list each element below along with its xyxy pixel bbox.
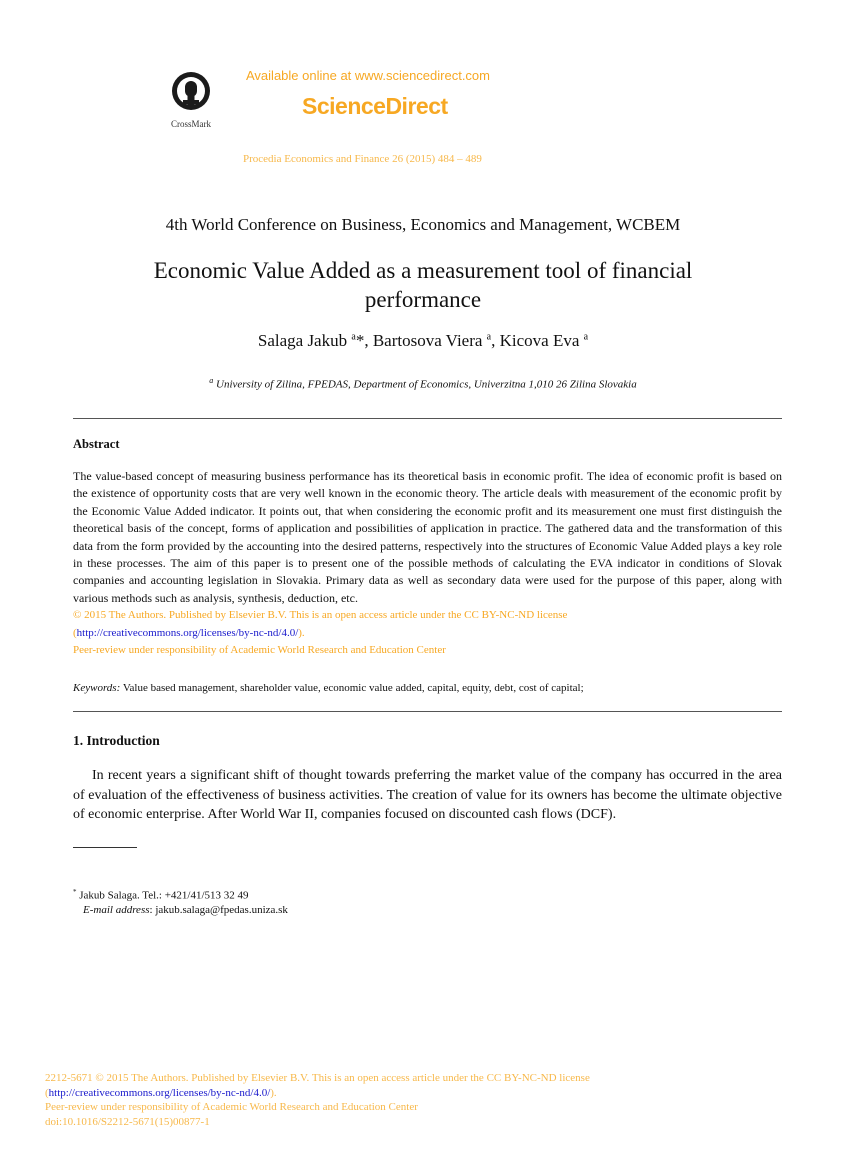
paper-title: [0, 256, 846, 314]
front-matter-footer: [45, 1071, 590, 1129]
abstract-heading: Abstract: [73, 437, 120, 451]
author-3: Kicova Eva: [499, 331, 584, 350]
footer-paren-close: ).: [270, 1086, 277, 1099]
introduction-heading: 1. Introduction: [73, 733, 160, 748]
author-separator: ,: [491, 331, 500, 350]
email-address[interactable]: : jakub.salaga@fpedas.uniza.sk: [149, 904, 288, 917]
affiliation-mark: a: [209, 376, 214, 385]
footer-license: [45, 1086, 590, 1101]
footnote: [73, 885, 288, 918]
author-list: [0, 331, 846, 351]
footer-peer-review: Peer-review under responsibility of Academic World Research and Education Center: [45, 1101, 418, 1114]
doi[interactable]: doi:10.1016/S2212-5671(15)00877-1: [45, 1115, 210, 1128]
crossmark-label: CrossMark: [171, 119, 211, 129]
affiliation: [0, 376, 846, 391]
affiliation-text: University of Zilina, FPEDAS, Department of Economics, Univerzitna 1,010 26 Zilina Slovakia: [213, 378, 637, 391]
footer-paren-open: (: [45, 1086, 49, 1099]
author-2: Bartosova Viera: [372, 331, 487, 350]
author-1: Salaga Jakub: [257, 331, 352, 350]
keywords-list: Value based management, shareholder value, economic value added, capital, equity, debt, cost of capital;: [120, 682, 584, 694]
license-paren-close: ).: [298, 626, 305, 639]
footnote-contact-text: Jakub Salaga. Tel.: +421/41/513 32 49: [76, 889, 249, 902]
keywords: [73, 682, 584, 694]
issn-line: 2212-5671 © 2015 The Authors. Published by Elsevier B.V. This is an open access article under the CC BY-NC-ND license: [45, 1072, 590, 1084]
abstract-license: [73, 625, 782, 642]
footnote-mark: *: [73, 888, 77, 896]
paper-title-line2: performance: [364, 287, 482, 312]
footnote-contact: [73, 885, 288, 903]
footnote-email: [73, 903, 288, 918]
crossmark-icon: [170, 70, 212, 112]
introduction-text: In recent years a significant shift of thought towards preferring the market value of the company has occurred in the area of evaluation of the effectiveness of business activities. The creation of value for its owners has become the ultimate objective of economic enterprise. After World War II, companies focused on discounted cash flows (DCF).: [73, 768, 782, 822]
email-label: E-mail address: [83, 904, 150, 917]
footnote-rule: [73, 847, 137, 848]
sciencedirect-logo[interactable]: ScienceDirect: [302, 93, 448, 119]
divider-top: [73, 418, 782, 419]
abstract-peer-review: Peer-review under responsibility of Academic World Research and Education Center: [73, 644, 446, 657]
author-3-affil-mark: a: [583, 331, 589, 343]
divider-bottom: [73, 711, 782, 712]
conference-name: 4th World Conference on Business, Economics and Management, WCBEM: [165, 215, 681, 234]
keywords-label: Keywords:: [73, 682, 121, 694]
abstract-text: The value-based concept of measuring business performance has its theoretical basis in economic profit. The idea of economic profit is based on the existence of opportunity costs that are very well known in the economic theory. The article deals with measurement of the economic profit by the Economic Value Added indicator. It points out, that when considering the economic profit and its measurement one must first distinguish the theoretical basis of the concept, forms of application and possibilities of application in practice. The gathered data and the transformation of this data from the form provided by the accounting into the desired patterns, respectively into the structures of Economic Value Added plays a key role in these processes. The aim of this paper is to present one of the possible methods of calculating the EVA indicator in conditions of Slovak companies and accounting legislation in Slovakia. Primary data as well as secondary data were used for the purpose of this paper, along with various methods such as analysis, synthesis, deduction, etc.: [73, 469, 782, 605]
available-online-link[interactable]: Available online at www.sciencedirect.com: [246, 68, 490, 83]
author-2-affil-mark: a: [486, 331, 492, 343]
footer-license-link[interactable]: http://creativecommons.org/licenses/by-nc-nd/4.0/: [48, 1086, 271, 1099]
crossmark-badge[interactable]: [163, 70, 219, 129]
abstract-body: [73, 468, 782, 659]
license-paren-open: (: [73, 626, 77, 639]
license-link[interactable]: http://creativecommons.org/licenses/by-nc-nd/4.0/: [76, 626, 299, 639]
journal-citation: Procedia Economics and Finance 26 (2015) 484 – 489: [243, 153, 482, 165]
abstract-copyright: © 2015 The Authors. Published by Elsevier B.V. This is an open access article under the CC BY-NC-ND license: [73, 609, 568, 622]
paper-title-line1: Economic Value Added as a measurement tool of financial: [153, 258, 693, 283]
corresponding-mark: *,: [355, 331, 373, 350]
author-1-affil-mark: a: [351, 331, 356, 343]
